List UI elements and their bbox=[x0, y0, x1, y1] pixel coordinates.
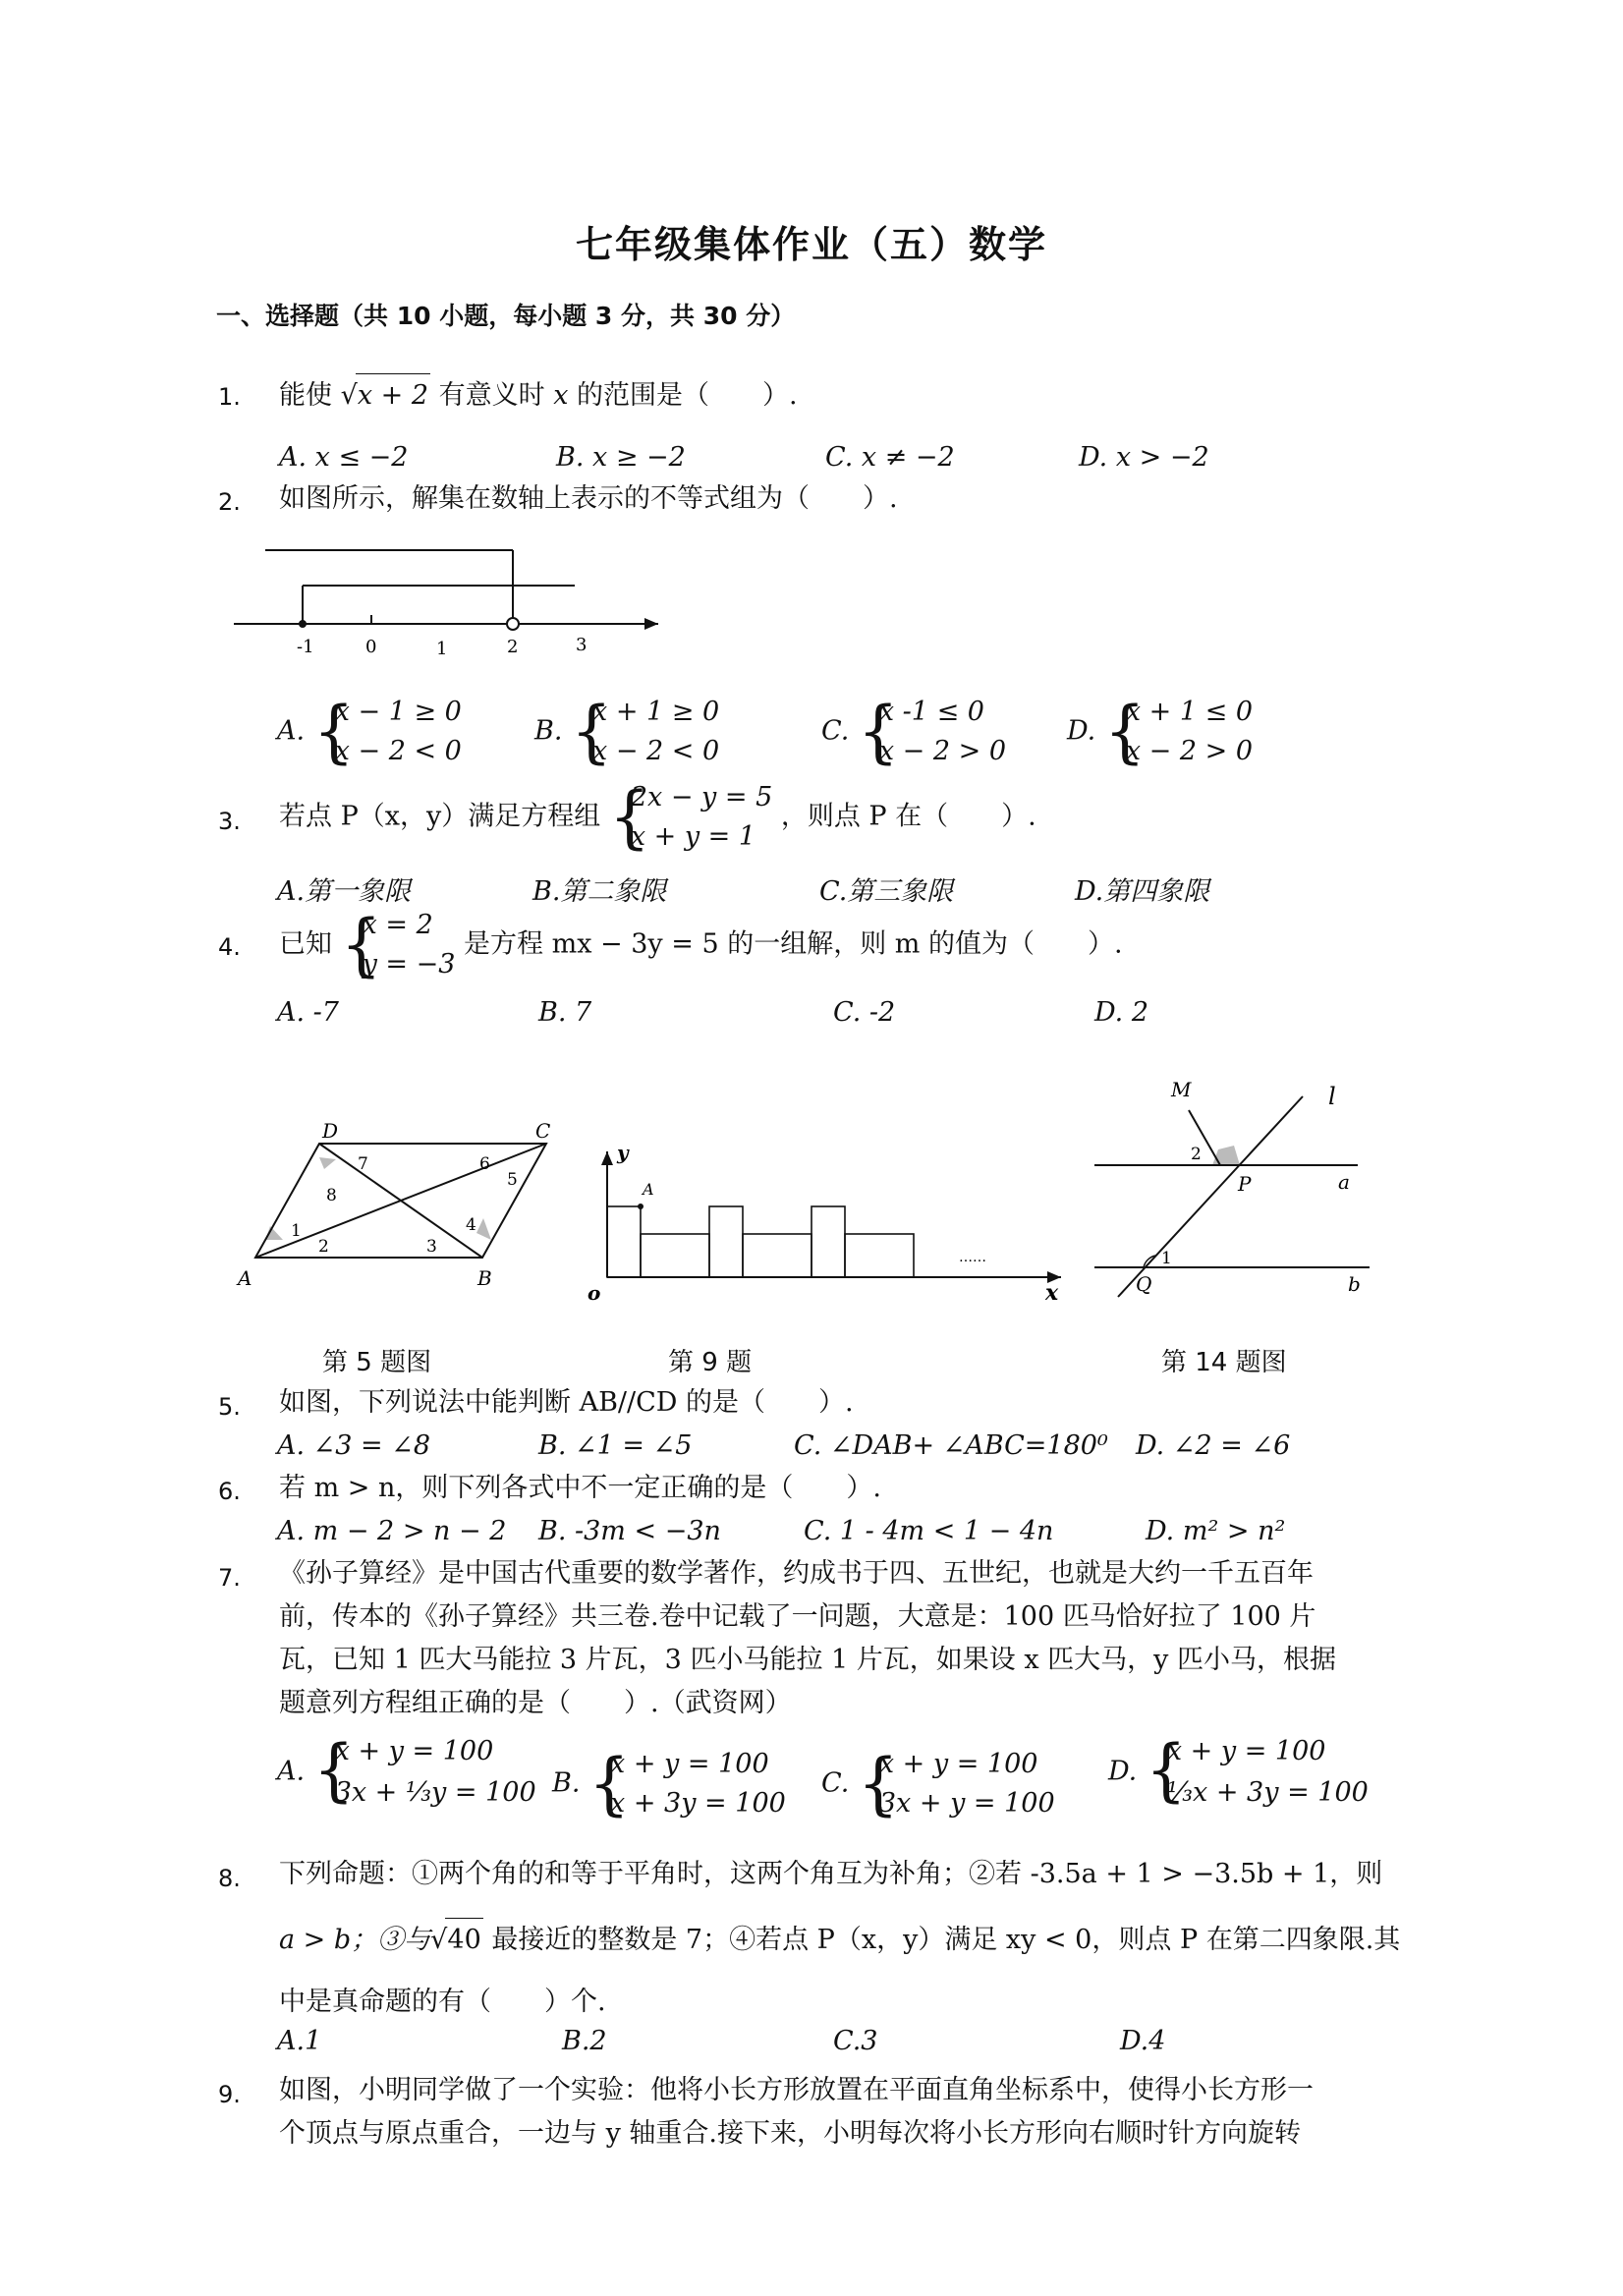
q1-text-b: 有意义时 bbox=[438, 380, 545, 411]
option-letter: B. bbox=[552, 1767, 581, 1799]
q3-text-a: 若点 P（x，y）满足方程组 bbox=[279, 801, 601, 832]
point-a bbox=[638, 1204, 644, 1209]
option-letter: C. bbox=[821, 715, 850, 747]
question-number: 7. bbox=[218, 1564, 241, 1592]
equation-system: { x + y = 100 3x + ⅓y = 100 bbox=[312, 1729, 536, 1810]
angle-label: 5 bbox=[507, 1170, 518, 1190]
question-number: 4. bbox=[218, 933, 241, 961]
rectangle-4 bbox=[743, 1234, 812, 1277]
eq-1: x = 2 bbox=[362, 910, 433, 940]
tick-label: 2 bbox=[507, 637, 519, 657]
q1-text-c: 的范围是（ ）. bbox=[577, 380, 798, 411]
q6-option-c: C. 1 - 4m < 1 − 4n bbox=[804, 1516, 1054, 1546]
q8-text-b: 最接近的整数是 7；④若点 P（x，y）满足 xy < 0，则点 P 在第二四象限.其 bbox=[491, 1925, 1401, 1955]
angle-label: 1 bbox=[291, 1221, 302, 1241]
q4-text-a: 已知 bbox=[279, 928, 332, 960]
rectangle-1 bbox=[607, 1206, 641, 1277]
angle-label: 4 bbox=[466, 1215, 476, 1235]
line-label: a bbox=[1338, 1170, 1350, 1194]
point-label: M bbox=[1171, 1078, 1192, 1101]
q7-option-d bbox=[1108, 1731, 1369, 1814]
q1-option-b: B. x ≥ −2 bbox=[556, 442, 686, 473]
sqrt-sign: √ bbox=[340, 380, 358, 411]
q6-option-b: B. -3m < −3n bbox=[538, 1516, 721, 1546]
eq-2: ⅓x + 3y = 100 bbox=[1166, 1777, 1369, 1808]
equation-system: { x + y = 100 3x + y = 100 bbox=[857, 1744, 1055, 1823]
eq-2: x + y = 1 bbox=[630, 821, 756, 852]
eq-1: x + y = 100 bbox=[610, 1749, 769, 1779]
option-letter: A. bbox=[277, 715, 306, 747]
equation-system: { x + y = 100 x + 3y = 100 bbox=[588, 1744, 786, 1823]
q5-option-b: B. ∠1 = ∠5 bbox=[538, 1430, 693, 1461]
q2-option-c bbox=[821, 693, 1006, 771]
angle-label: 8 bbox=[326, 1186, 337, 1205]
q3-option-c: C.第三象限 bbox=[819, 876, 954, 907]
question-5-stem: 如图，下列说法中能判断 AB//CD 的是（ ）. bbox=[279, 1387, 854, 1418]
eq-2: 3x + y = 100 bbox=[878, 1788, 1055, 1819]
q7-option-a bbox=[277, 1731, 536, 1814]
figure-14-parallel-lines bbox=[1081, 1069, 1395, 1305]
question-number: 6. bbox=[218, 1478, 241, 1505]
question-number: 1. bbox=[218, 383, 241, 411]
ellipsis: …… bbox=[959, 1250, 986, 1265]
point-label: Q bbox=[1136, 1272, 1152, 1296]
q5-option-d: D. ∠2 = ∠6 bbox=[1136, 1430, 1291, 1461]
question-number: 9. bbox=[218, 2081, 241, 2108]
q3-option-b: B.第二象限 bbox=[532, 876, 667, 907]
rectangle-6 bbox=[845, 1234, 914, 1277]
axis-label: y bbox=[617, 1141, 629, 1164]
angle-mark-2 bbox=[1212, 1146, 1240, 1165]
q5-option-a: A. ∠3 = ∠8 bbox=[277, 1430, 431, 1461]
inequality-system: { x -1 ≤ 0 x − 2 > 0 bbox=[857, 692, 1007, 771]
q5-option-c: C. ∠DAB+ ∠ABC=180⁰ bbox=[794, 1430, 1108, 1461]
line-label: b bbox=[1348, 1272, 1361, 1296]
sqrt-sign: √ bbox=[430, 1925, 448, 1955]
eq-2: y = −3 bbox=[362, 949, 456, 980]
question-number: 5. bbox=[218, 1393, 241, 1421]
q8-option-d: D.4 bbox=[1120, 2026, 1166, 2056]
angle-mark-8 bbox=[319, 1157, 336, 1169]
eq-1: 2x − y = 5 bbox=[630, 782, 773, 812]
q3-option-d: D.第四象限 bbox=[1075, 876, 1210, 907]
q3-text-b: ，则点 P 在（ ）. bbox=[780, 801, 1036, 832]
ineq-2: x − 2 < 0 bbox=[592, 736, 720, 766]
q7-option-b bbox=[552, 1745, 786, 1823]
eq-2: x + 3y = 100 bbox=[610, 1788, 786, 1819]
axis-label: x bbox=[1045, 1280, 1059, 1306]
equation-system: { 2x − y = 5 x + y = 1 bbox=[608, 777, 773, 857]
ineq-1: x -1 ≤ 0 bbox=[878, 697, 984, 727]
tick-label: 3 bbox=[576, 635, 588, 655]
figure-caption: 第 14 题图 bbox=[1161, 1348, 1287, 1377]
question-1-stem bbox=[279, 373, 798, 418]
ineq-2: x − 2 < 0 bbox=[334, 736, 462, 766]
inequality-system: { x + 1 ≥ 0 x − 2 < 0 bbox=[571, 692, 720, 771]
q6-option-d: D. m² > n² bbox=[1146, 1516, 1286, 1546]
q2-option-d bbox=[1067, 693, 1253, 771]
option-letter: C. bbox=[821, 1767, 850, 1799]
figure-5-parallelogram bbox=[226, 1120, 580, 1307]
eq-1: x + y = 100 bbox=[1166, 1736, 1326, 1766]
y-axis-arrow bbox=[601, 1151, 613, 1165]
closed-point bbox=[299, 620, 307, 628]
ineq-1: x + 1 ≤ 0 bbox=[1125, 697, 1254, 727]
tick-label: -1 bbox=[297, 637, 314, 657]
angle-mark-4 bbox=[476, 1218, 491, 1240]
question-8-line bbox=[279, 1918, 1400, 1962]
vertex-label: B bbox=[477, 1266, 492, 1290]
q7-option-c bbox=[821, 1745, 1055, 1823]
ineq-1: x + 1 ≥ 0 bbox=[592, 697, 720, 727]
question-number: 2. bbox=[218, 488, 241, 516]
tick-label: 1 bbox=[436, 639, 448, 659]
question-8-line: 下列命题：①两个角的和等于平角时，这两个角互为补角；②若 -3.5a + 1 > −3.5b + 1，则 bbox=[279, 1859, 1383, 1889]
q2-option-b bbox=[534, 693, 719, 771]
q4-option-d: D. 2 bbox=[1094, 997, 1149, 1028]
q4-option-b: B. 7 bbox=[538, 997, 592, 1028]
q8-option-c: C.3 bbox=[833, 2026, 878, 2056]
q1-option-c: C. x ≠ −2 bbox=[825, 442, 955, 473]
question-6-stem: 若 m > n，则下列各式中不一定正确的是（ ）. bbox=[279, 1473, 881, 1503]
question-7-line: 题意列方程组正确的是（ ）.（武资网） bbox=[279, 1688, 792, 1718]
equation-system: { x = 2 y = −3 bbox=[340, 905, 456, 984]
q8-text-a: a > b；③与 bbox=[279, 1925, 431, 1955]
eq-1: x + y = 100 bbox=[334, 1736, 494, 1766]
figure-caption: 第 5 题图 bbox=[322, 1348, 432, 1377]
line-label: l bbox=[1328, 1083, 1336, 1110]
angle-mark-1 bbox=[265, 1226, 283, 1240]
question-9-line: 个顶点与原点重合，一边与 y 轴重合.接下来，小明每次将小长方形向右顺时针方向旋转 bbox=[279, 2118, 1301, 2149]
question-number: 8. bbox=[218, 1865, 241, 1892]
page-title: 七年级集体作业（五）数学 bbox=[575, 223, 1047, 266]
vertex-label: C bbox=[535, 1120, 551, 1143]
q1-radicand: x + 2 bbox=[356, 373, 430, 418]
angle-label: 2 bbox=[1191, 1145, 1202, 1164]
inequality-system: { x + 1 ≤ 0 x − 2 > 0 bbox=[1103, 692, 1254, 771]
question-8-line: 中是真命题的有（ ）个. bbox=[279, 1987, 606, 2017]
ineq-2: x − 2 > 0 bbox=[1125, 736, 1254, 766]
vertex-label: A bbox=[238, 1266, 252, 1290]
option-letter: A. bbox=[277, 1756, 306, 1787]
figure-caption: 第 9 题 bbox=[668, 1348, 753, 1377]
number-line-arrow bbox=[644, 618, 658, 630]
angle-label: 1 bbox=[1161, 1249, 1172, 1268]
q4-option-a: A. -7 bbox=[277, 997, 339, 1028]
angle-label: 3 bbox=[426, 1237, 437, 1257]
q1-var: x bbox=[553, 380, 569, 411]
q2-option-a bbox=[277, 693, 462, 771]
q4-text-b: 是方程 mx − 3y = 5 的一组解，则 m 的值为（ ）. bbox=[464, 928, 1123, 960]
figure-9-rectangles bbox=[580, 1140, 1071, 1307]
diagonal-db bbox=[319, 1144, 482, 1258]
rectangle-2 bbox=[641, 1234, 709, 1277]
tick-label: 0 bbox=[365, 637, 377, 657]
q1-option-d: D. x > −2 bbox=[1079, 442, 1209, 473]
question-7-line: 瓦，已知 1 匹大马能拉 3 片瓦，3 匹小马能拉 1 片瓦，如果设 x 匹大马，y 匹小马，根据 bbox=[279, 1645, 1337, 1675]
equation-system: { x + y = 100 ⅓x + 3y = 100 bbox=[1145, 1729, 1369, 1810]
option-letter: D. bbox=[1067, 715, 1096, 747]
point-label: A bbox=[643, 1180, 654, 1199]
q4-option-c: C. -2 bbox=[833, 997, 896, 1028]
section-heading: 一、选择题（共 10 小题，每小题 3 分，共 30 分） bbox=[216, 302, 796, 330]
q1-option-a: A. x ≤ −2 bbox=[279, 442, 409, 473]
open-point bbox=[507, 618, 519, 630]
q8-option-b: B.2 bbox=[562, 2026, 607, 2056]
q8-radicand: 40 bbox=[445, 1918, 482, 1962]
rectangle-3 bbox=[709, 1206, 743, 1277]
angle-label: 6 bbox=[479, 1154, 490, 1174]
number-line-figure bbox=[226, 540, 678, 668]
option-letter: B. bbox=[534, 715, 563, 747]
angle-label: 7 bbox=[358, 1154, 368, 1174]
inequality-system: { x − 1 ≥ 0 x − 2 < 0 bbox=[312, 692, 462, 771]
vertex-label: D bbox=[322, 1120, 339, 1143]
question-9-line: 如图，小明同学做了一个实验：他将小长方形放置在平面直角坐标系中，使得小长方形一 bbox=[279, 2075, 1314, 2105]
question-7-line: 前，传本的《孙子算经》共三卷.卷中记载了一问题，大意是：100 匹马恰好拉了 100 片 bbox=[279, 1601, 1316, 1632]
eq-2: 3x + ⅓y = 100 bbox=[334, 1777, 536, 1808]
question-3-stem bbox=[279, 778, 1036, 857]
question-2-stem: 如图所示，解集在数轴上表示的不等式组为（ ）. bbox=[279, 483, 898, 514]
angle-label: 2 bbox=[318, 1237, 329, 1257]
question-4-stem bbox=[279, 906, 1123, 984]
origin-label: o bbox=[588, 1281, 601, 1305]
point-label: P bbox=[1238, 1172, 1252, 1196]
q3-option-a: A.第一象限 bbox=[277, 876, 412, 907]
ineq-2: x − 2 > 0 bbox=[878, 736, 1007, 766]
q6-option-a: A. m − 2 > n − 2 bbox=[277, 1516, 507, 1546]
eq-1: x + y = 100 bbox=[878, 1749, 1038, 1779]
option-letter: D. bbox=[1108, 1756, 1138, 1787]
q1-text-a: 能使 bbox=[279, 380, 332, 411]
question-7-line: 《孙子算经》是中国古代重要的数学著作，约成书于四、五世纪，也就是大约一千五百年 bbox=[279, 1558, 1314, 1589]
ineq-1: x − 1 ≥ 0 bbox=[334, 697, 462, 727]
rectangle-5 bbox=[812, 1206, 845, 1277]
q8-option-a: A.1 bbox=[277, 2026, 322, 2056]
question-number: 3. bbox=[218, 808, 241, 835]
